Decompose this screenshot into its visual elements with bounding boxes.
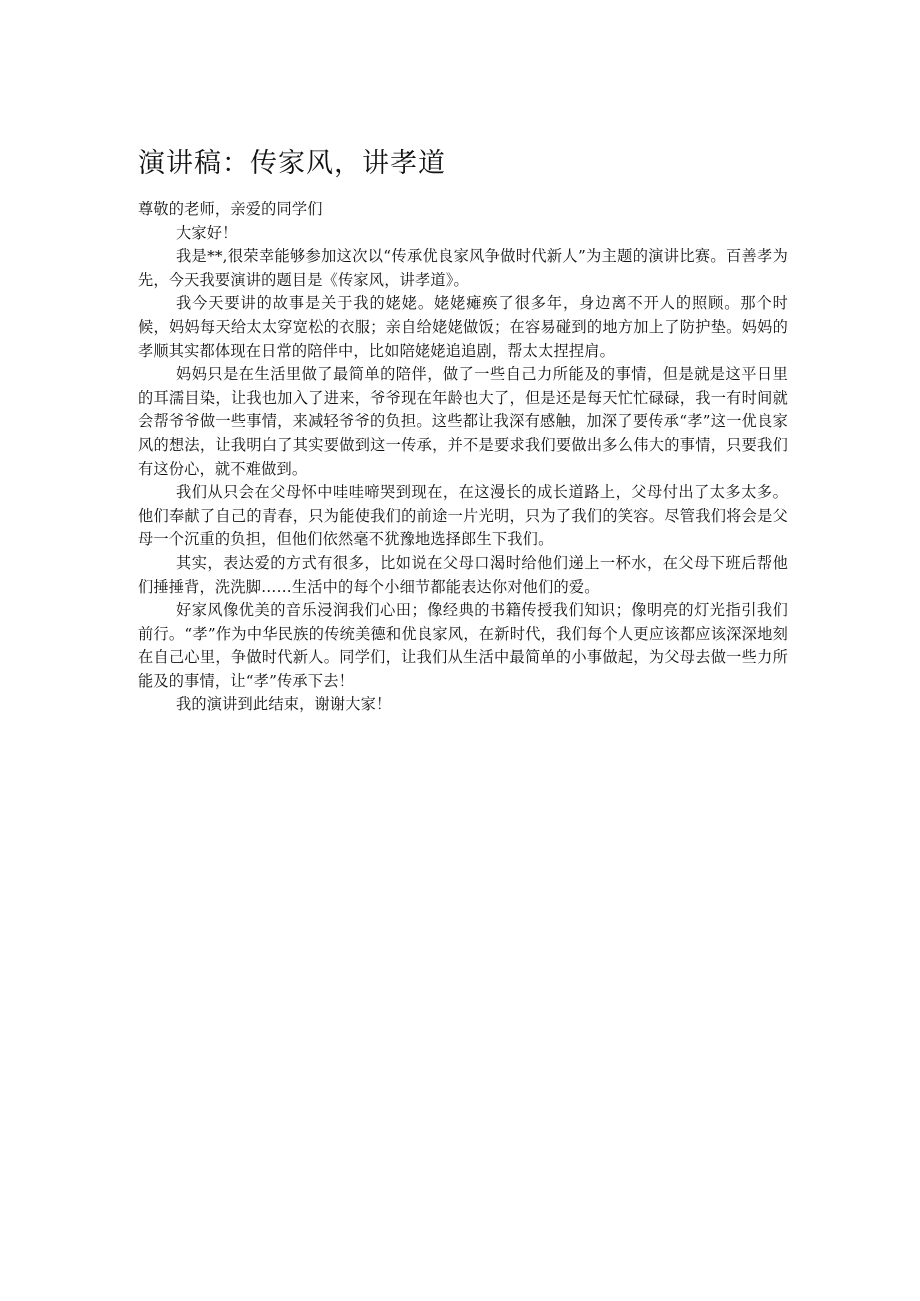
paragraph-greeting: 大家好！ (176, 223, 238, 242)
paragraph-parents-sacrifice: 我们从只会在父母怀中哇哇啼哭到现在，在这漫长的成长道路上，父母付出了太多太多。他们奉献了自己的青春，只为能使我们的前途一片光明，只为了我们的笑容。尽管我们将会是父母一个沉重的负担，但他们依然毫不犹豫地选择郎生下我们。 (138, 483, 788, 549)
document-body (138, 198, 788, 717)
paragraph-expressing-love: 其实，表达爱的方式有很多，比如说在父母口渴时给他们递上一杯水，在父母下班后帮他们捶捶背，洗洗脚……生活中的每个小细节都能表达你对他们的爱。 (138, 553, 788, 596)
paragraph-mother-influence: 妈妈只是在生活里做了最简单的陪伴，做了一些自己力所能及的事情，但是就是这平日里的耳濡目染，让我也加入了进来，爷爷现在年龄也大了，但是还是每天忙忙碌碌，我一有时间就会帮爷爷做一些事情，来减轻爷爷的负担。这些都让我深有感触，加深了要传承“孝”这一优良家风的想法，让我明白了其实要做到这一传承，并不是要求我们要做出多么伟大的事情，只要我们有这份心，就不难做到。 (138, 365, 788, 478)
document-title: 演讲稿：传家风，讲孝道 (138, 148, 446, 179)
salutation: 尊敬的老师，亲爱的同学们 (138, 200, 323, 218)
paragraph-closing: 我的演讲到此结束，谢谢大家！ (176, 695, 392, 714)
paragraph-good-family-tradition: 好家风像优美的音乐浸润我们心田；像经典的书籍传授我们知识；像明亮的灯光指引我们前行。“孝”作为中华民族的传统美德和优良家风，在新时代，我们每个人更应该都应该深深地刻在自己心里，争做时代新人。同学们，让我们从生活中最简单的小事做起，为父母去做一些力所能及的事情，让“孝”传承下去！ (138, 601, 788, 690)
paragraph-grandmother-story: 我今天要讲的故事是关于我的姥姥。姥姥瘫痪了很多年，身边离不开人的照顾。那个时候，妈妈每天给太太穿宽松的衣服；亲自给姥姥做饭；在容易碰到的地方加上了防护垫。妈妈的孝顺其实都体现在日常的陪伴中，比如陪姥姥追追剧，帮太太捏捏肩。 (138, 294, 788, 360)
paragraph-introduction: 我是**,很荣幸能够参加这次以“传承优良家风争做时代新人”为主题的演讲比赛。百善孝为先，今天我要演讲的题目是《传家风，讲孝道》。 (138, 247, 788, 289)
